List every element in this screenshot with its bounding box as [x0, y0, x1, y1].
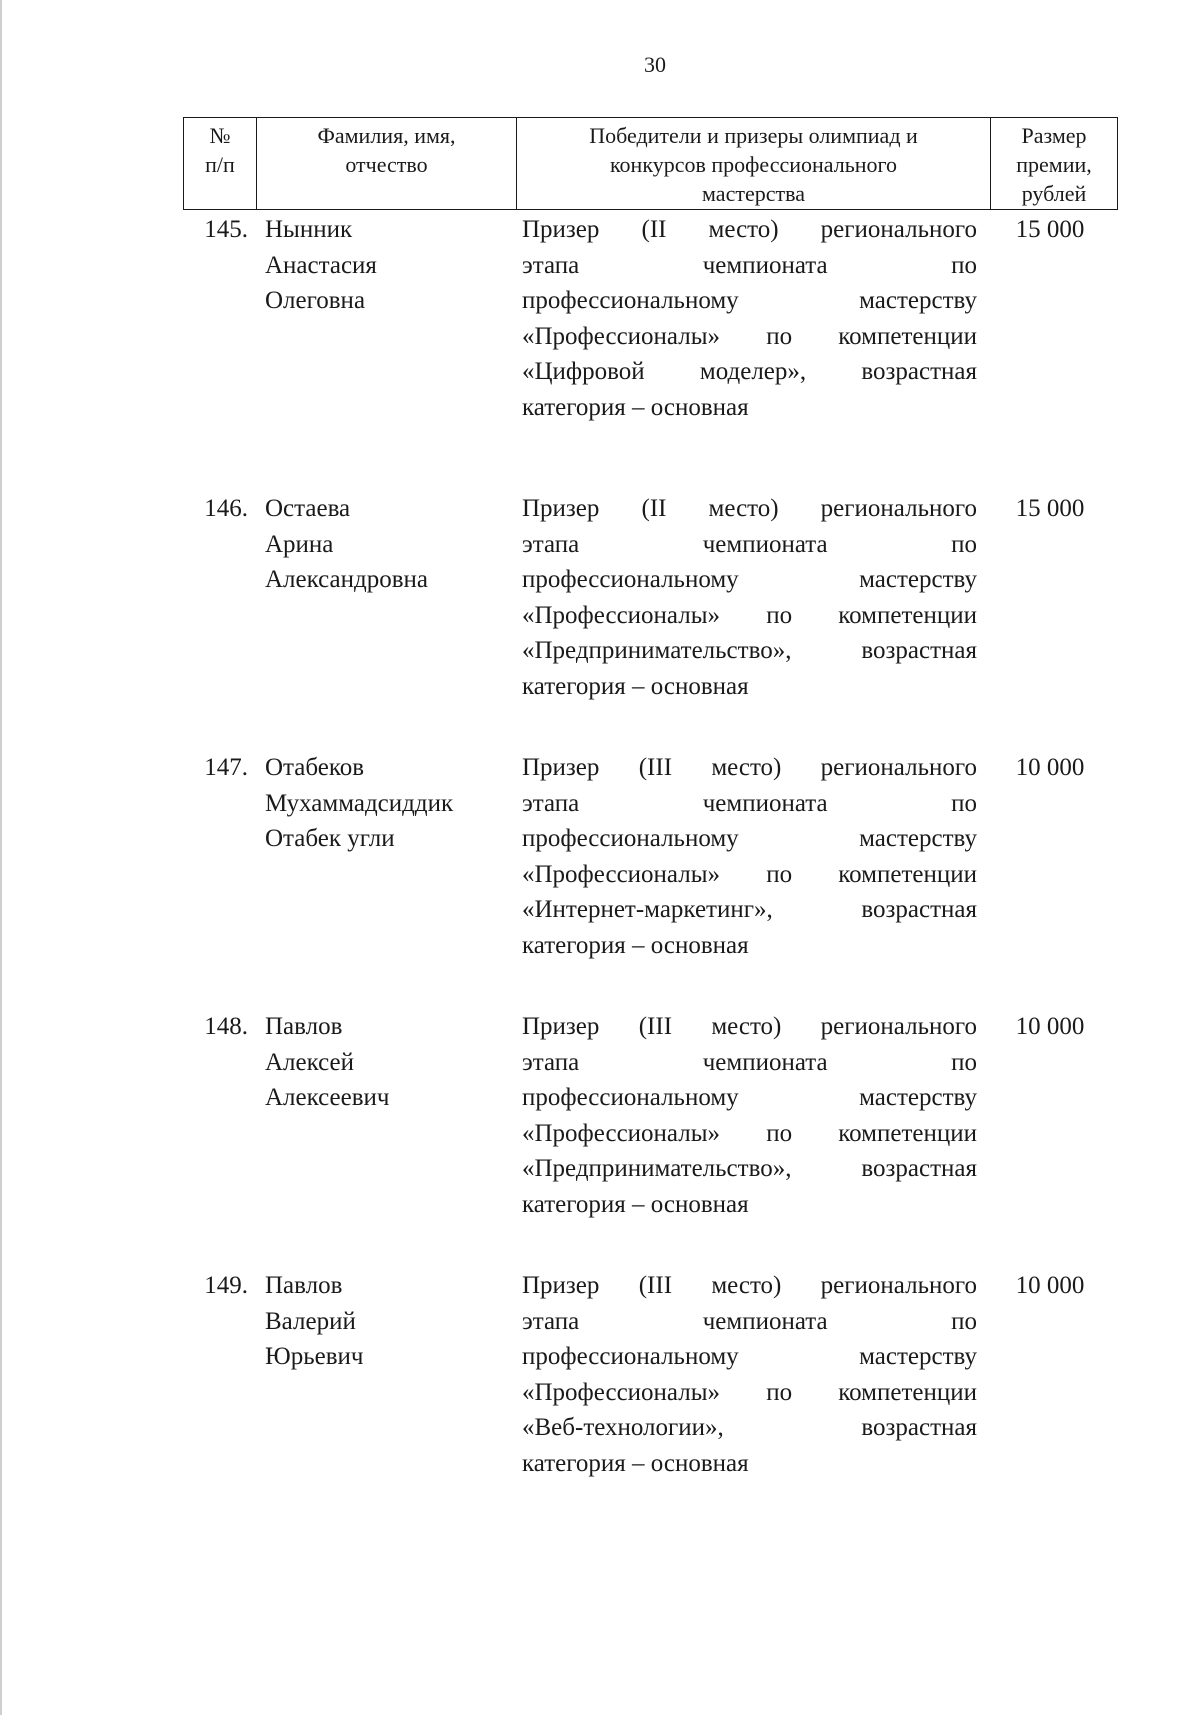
row-amount: 15 000: [1015, 216, 1085, 243]
header-description-line: Победители и призеры олимпиад и: [589, 123, 918, 148]
name-line: Павлов: [265, 1013, 343, 1040]
description-line: «Веб-технологии», возрастная: [522, 1414, 977, 1442]
description-line: «Профессионалы» по компетенции: [522, 1378, 977, 1406]
row-name: [265, 1268, 505, 1375]
name-line: Павлов: [265, 1272, 343, 1299]
row-amount: 15 000: [1015, 495, 1085, 522]
description-line: Призер (II место) регионального: [522, 495, 977, 522]
row-amount: 10 000: [1015, 1272, 1085, 1299]
description-line: профессиональному мастерству: [522, 287, 977, 315]
page-number: 30: [644, 52, 666, 77]
name-line: Мухаммадсиддик: [265, 789, 454, 817]
row-description: [522, 491, 977, 705]
scan-left-edge: [0, 0, 2, 1715]
description-line: Призер (III место) регионального: [522, 754, 977, 781]
description-line: категория – основная: [522, 672, 749, 700]
row-number: 148.: [204, 1013, 248, 1040]
header-description-cell: [517, 118, 991, 209]
header-description-line: мастерства: [702, 181, 805, 206]
description-line: этапа чемпионата по: [522, 789, 977, 817]
description-line: «Цифровой моделер», возрастная: [522, 358, 977, 386]
header-amount-cell: [991, 118, 1117, 209]
row-number: 147.: [204, 754, 248, 781]
header-name-cell: [257, 118, 517, 209]
row-description: [522, 1009, 977, 1223]
row-number: 146.: [204, 495, 248, 522]
description-line: профессиональному мастерству: [522, 566, 977, 594]
row-name: [265, 1009, 505, 1116]
description-line: категория – основная: [522, 1190, 749, 1218]
row-name: [265, 750, 505, 857]
name-line: Арина: [265, 530, 334, 558]
name-line: Отабек угли: [265, 825, 395, 853]
description-line: этапа чемпионата по: [522, 530, 977, 558]
header-amount-line: премии,: [1016, 152, 1092, 177]
description-line: категория – основная: [522, 393, 749, 421]
row-description: [522, 750, 977, 964]
description-line: Призер (II место) регионального: [522, 216, 977, 243]
description-line: «Интернет-маркетинг», возрастная: [522, 896, 977, 924]
row-name: [265, 212, 505, 319]
description-line: «Предпринимательство», возрастная: [522, 637, 977, 665]
description-line: профессиональному мастерству: [522, 1343, 977, 1371]
row-name: [265, 491, 505, 598]
row-number: 149.: [204, 1272, 248, 1299]
row-amount: 10 000: [1015, 754, 1085, 781]
name-line: Остаева: [265, 495, 351, 522]
header-num-line: №: [209, 123, 231, 148]
header-name-line: отчество: [345, 152, 428, 177]
description-line: этапа чемпионата по: [522, 251, 977, 279]
name-line: Анастасия: [265, 251, 377, 279]
description-line: профессиональному мастерству: [522, 1084, 977, 1112]
header-name-line: Фамилия, имя,: [317, 123, 456, 148]
description-line: «Профессионалы» по компетенции: [522, 860, 977, 888]
description-line: «Профессионалы» по компетенции: [522, 322, 977, 350]
name-line: Валерий: [265, 1307, 356, 1335]
row-description: [522, 1268, 977, 1482]
row-amount: 10 000: [1015, 1013, 1085, 1040]
description-line: категория – основная: [522, 931, 749, 959]
description-line: «Предпринимательство», возрастная: [522, 1155, 977, 1183]
description-line: этапа чемпионата по: [522, 1048, 977, 1076]
description-line: Призер (III место) регионального: [522, 1272, 977, 1299]
header-description-line: конкурсов профессионального: [609, 152, 897, 177]
name-line: Александровна: [265, 566, 429, 594]
description-line: Призер (III место) регионального: [522, 1013, 977, 1040]
description-line: «Профессионалы» по компетенции: [522, 1119, 977, 1147]
header-amount-line: Размер: [1021, 123, 1087, 148]
description-line: категория – основная: [522, 1449, 749, 1477]
name-line: Юрьевич: [265, 1343, 364, 1371]
table-header: [183, 117, 1118, 210]
row-number: 145.: [204, 216, 248, 243]
header-num-cell: [184, 118, 257, 209]
name-line: Нынник: [265, 216, 353, 243]
description-line: этапа чемпионата по: [522, 1307, 977, 1335]
row-description: [522, 212, 977, 426]
header-num-line: п/п: [205, 152, 235, 177]
description-line: «Профессионалы» по компетенции: [522, 601, 977, 629]
name-line: Отабеков: [265, 754, 365, 781]
description-line: профессиональному мастерству: [522, 825, 977, 853]
name-line: Олеговна: [265, 287, 366, 315]
name-line: Алексеевич: [265, 1084, 390, 1112]
header-amount-line: рублей: [1021, 181, 1087, 206]
name-line: Алексей: [265, 1048, 355, 1076]
